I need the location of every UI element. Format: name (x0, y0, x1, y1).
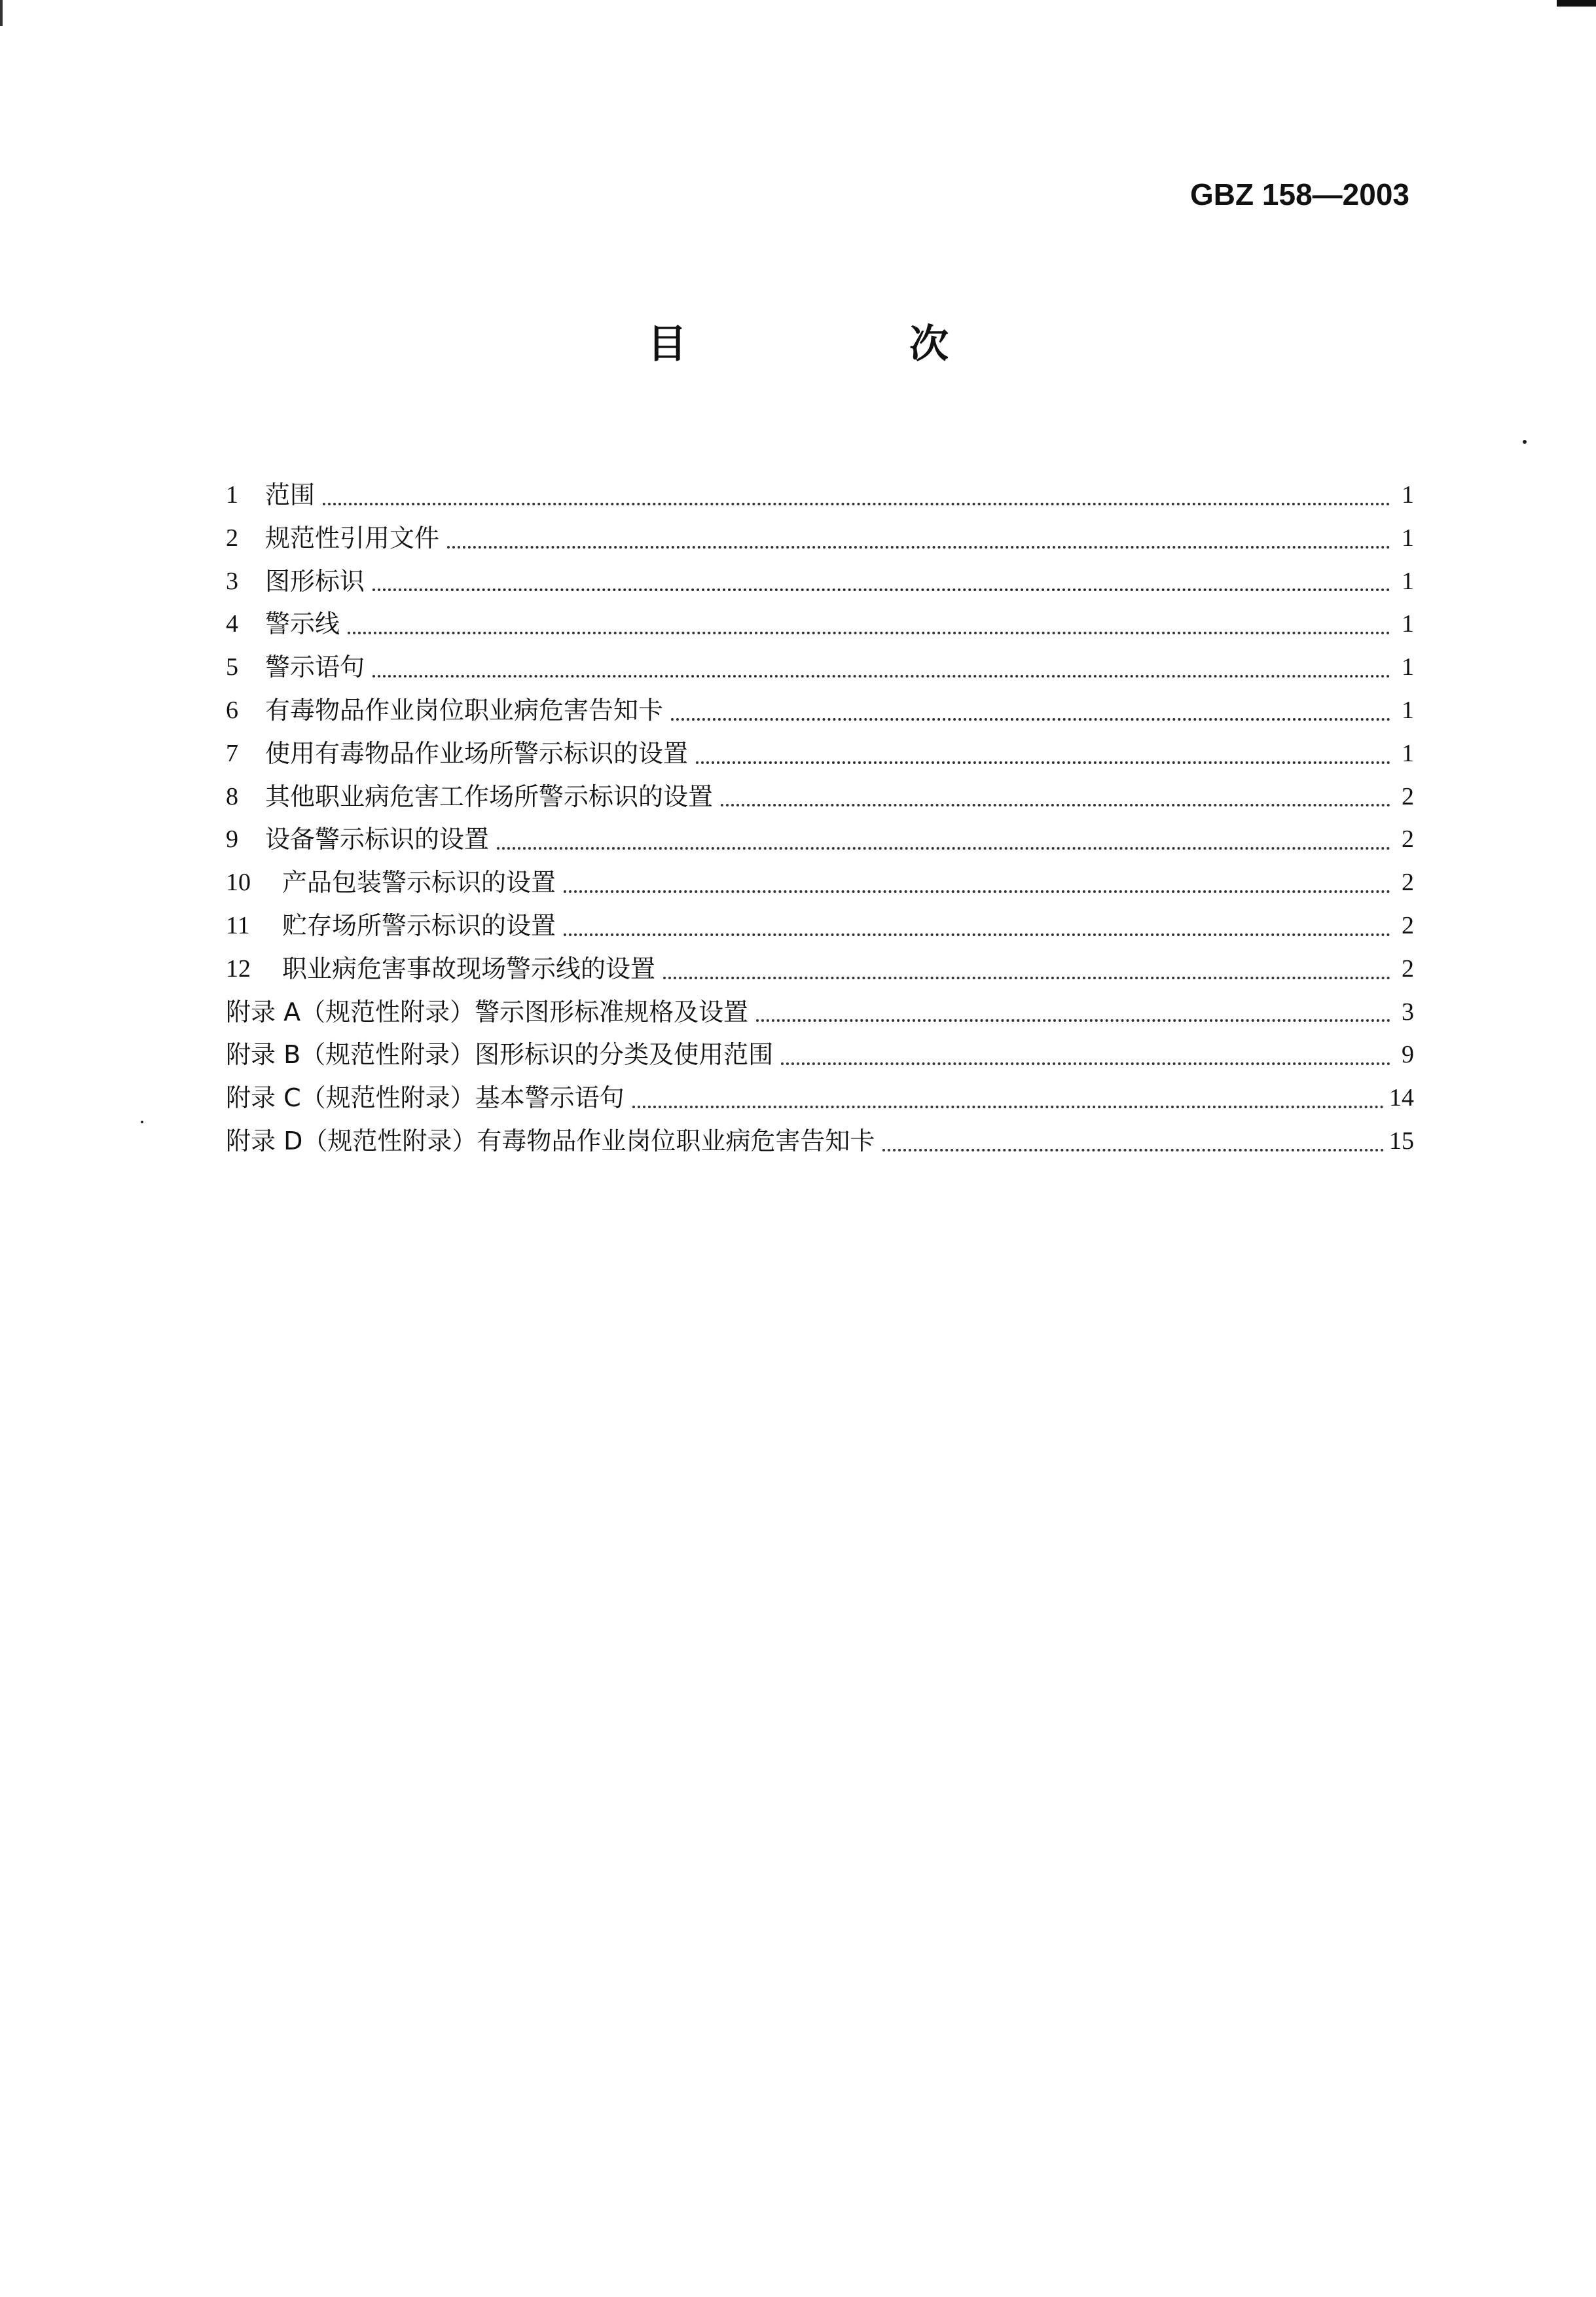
scan-artifact (141, 1121, 143, 1123)
toc-entry-title: 图形标识 (265, 566, 365, 596)
toc-entry-number: 9 (226, 825, 238, 854)
toc-entry-number: 8 (226, 782, 238, 810)
toc-entry-number: 5 (226, 653, 238, 681)
toc-entry-page: 1 (1402, 696, 1414, 724)
toc-entry[interactable] (226, 948, 1414, 991)
toc-entry[interactable] (226, 474, 1414, 517)
toc-entry-title: 附录 D（规范性附录）有毒物品作业岗位职业病危害告知卡 (226, 1126, 875, 1155)
toc-entry-number: 2 (226, 524, 238, 552)
toc-entry-page: 1 (1402, 524, 1414, 552)
toc-entry-page: 9 (1402, 1041, 1414, 1069)
table-of-contents (226, 474, 1414, 1163)
toc-entry[interactable] (226, 861, 1414, 905)
standard-code: GBZ 158—2003 (1190, 177, 1409, 211)
toc-entry[interactable] (226, 776, 1414, 819)
toc-appendix-entry[interactable] (226, 1034, 1414, 1077)
toc-entry-page: 2 (1402, 869, 1414, 897)
toc-entry-title: 警示语句 (265, 653, 365, 682)
toc-appendix-entry[interactable] (226, 1120, 1414, 1163)
toc-entry-number: 10 (226, 869, 251, 897)
toc-entry-page: 1 (1402, 481, 1414, 509)
toc-entry-title: 使用有毒物品作业场所警示标识的设置 (265, 738, 689, 768)
scan-artifact (0, 0, 3, 26)
toc-entry-title: 附录 B（规范性附录）图形标识的分类及使用范围 (226, 1040, 774, 1070)
dot-leader (671, 689, 1390, 733)
toc-entry-title: 产品包装警示标识的设置 (282, 868, 556, 897)
toc-appendix-entry[interactable] (226, 991, 1414, 1034)
dot-leader (372, 646, 1390, 689)
toc-entry-number: 4 (226, 610, 238, 638)
toc-entry-title: 职业病危害事故现场警示线的设置 (282, 954, 656, 983)
dot-leader (663, 948, 1390, 991)
dot-leader (721, 776, 1390, 819)
dot-leader (323, 474, 1390, 517)
toc-entry-title: 贮存场所警示标识的设置 (282, 911, 556, 940)
toc-entry[interactable] (226, 818, 1414, 861)
toc-entry-title: 范围 (265, 480, 316, 509)
toc-entry-number: 6 (226, 696, 238, 724)
scan-artifact (1557, 0, 1596, 7)
scan-artifact (1523, 440, 1527, 444)
toc-entry-number: 1 (226, 481, 238, 509)
toc-entry-page: 14 (1389, 1084, 1414, 1112)
dot-leader (447, 517, 1390, 560)
dot-leader (348, 603, 1390, 646)
toc-entry-number: 11 (226, 911, 250, 939)
toc-entry[interactable] (226, 689, 1414, 733)
toc-entry-page: 15 (1389, 1127, 1414, 1155)
toc-entry-page: 1 (1402, 567, 1414, 595)
toc-entry-title: 附录 C（规范性附录）基本警示语句 (226, 1083, 625, 1113)
toc-entry-page: 2 (1402, 911, 1414, 939)
dot-leader (564, 905, 1390, 948)
dot-leader (696, 733, 1390, 776)
toc-entry-page: 3 (1402, 998, 1414, 1026)
toc-entry-page: 2 (1402, 782, 1414, 810)
dot-leader (372, 560, 1390, 604)
toc-entry[interactable] (226, 646, 1414, 689)
toc-entry[interactable] (226, 905, 1414, 948)
toc-entry-page: 2 (1402, 954, 1414, 983)
toc-entry-page: 2 (1402, 825, 1414, 854)
toc-entry-title: 规范性引用文件 (265, 523, 440, 552)
dot-leader (756, 991, 1390, 1034)
toc-entry-number: 12 (226, 954, 251, 983)
toc-entry-number: 3 (226, 567, 238, 595)
toc-appendix-entry[interactable] (226, 1077, 1414, 1120)
toc-entry[interactable] (226, 517, 1414, 560)
toc-entry-page: 1 (1402, 739, 1414, 767)
toc-entry-page: 1 (1402, 653, 1414, 681)
toc-entry-title: 有毒物品作业岗位职业病危害告知卡 (265, 695, 664, 725)
toc-entry[interactable] (226, 603, 1414, 646)
toc-entry[interactable] (226, 733, 1414, 776)
dot-leader (564, 861, 1390, 905)
toc-entry-title: 警示线 (265, 609, 340, 639)
page-title: 目 次 (647, 321, 1040, 367)
toc-entry-page: 1 (1402, 610, 1414, 638)
dot-leader (882, 1120, 1384, 1163)
toc-entry[interactable] (226, 560, 1414, 604)
dot-leader (497, 818, 1390, 861)
toc-entry-number: 7 (226, 739, 238, 767)
toc-entry-title: 其他职业病危害工作场所警示标识的设置 (265, 782, 714, 811)
dot-leader (781, 1034, 1390, 1077)
toc-entry-title: 附录 A（规范性附录）警示图形标准规格及设置 (226, 997, 749, 1026)
dot-leader (632, 1077, 1384, 1120)
toc-entry-title: 设备警示标识的设置 (265, 825, 490, 854)
